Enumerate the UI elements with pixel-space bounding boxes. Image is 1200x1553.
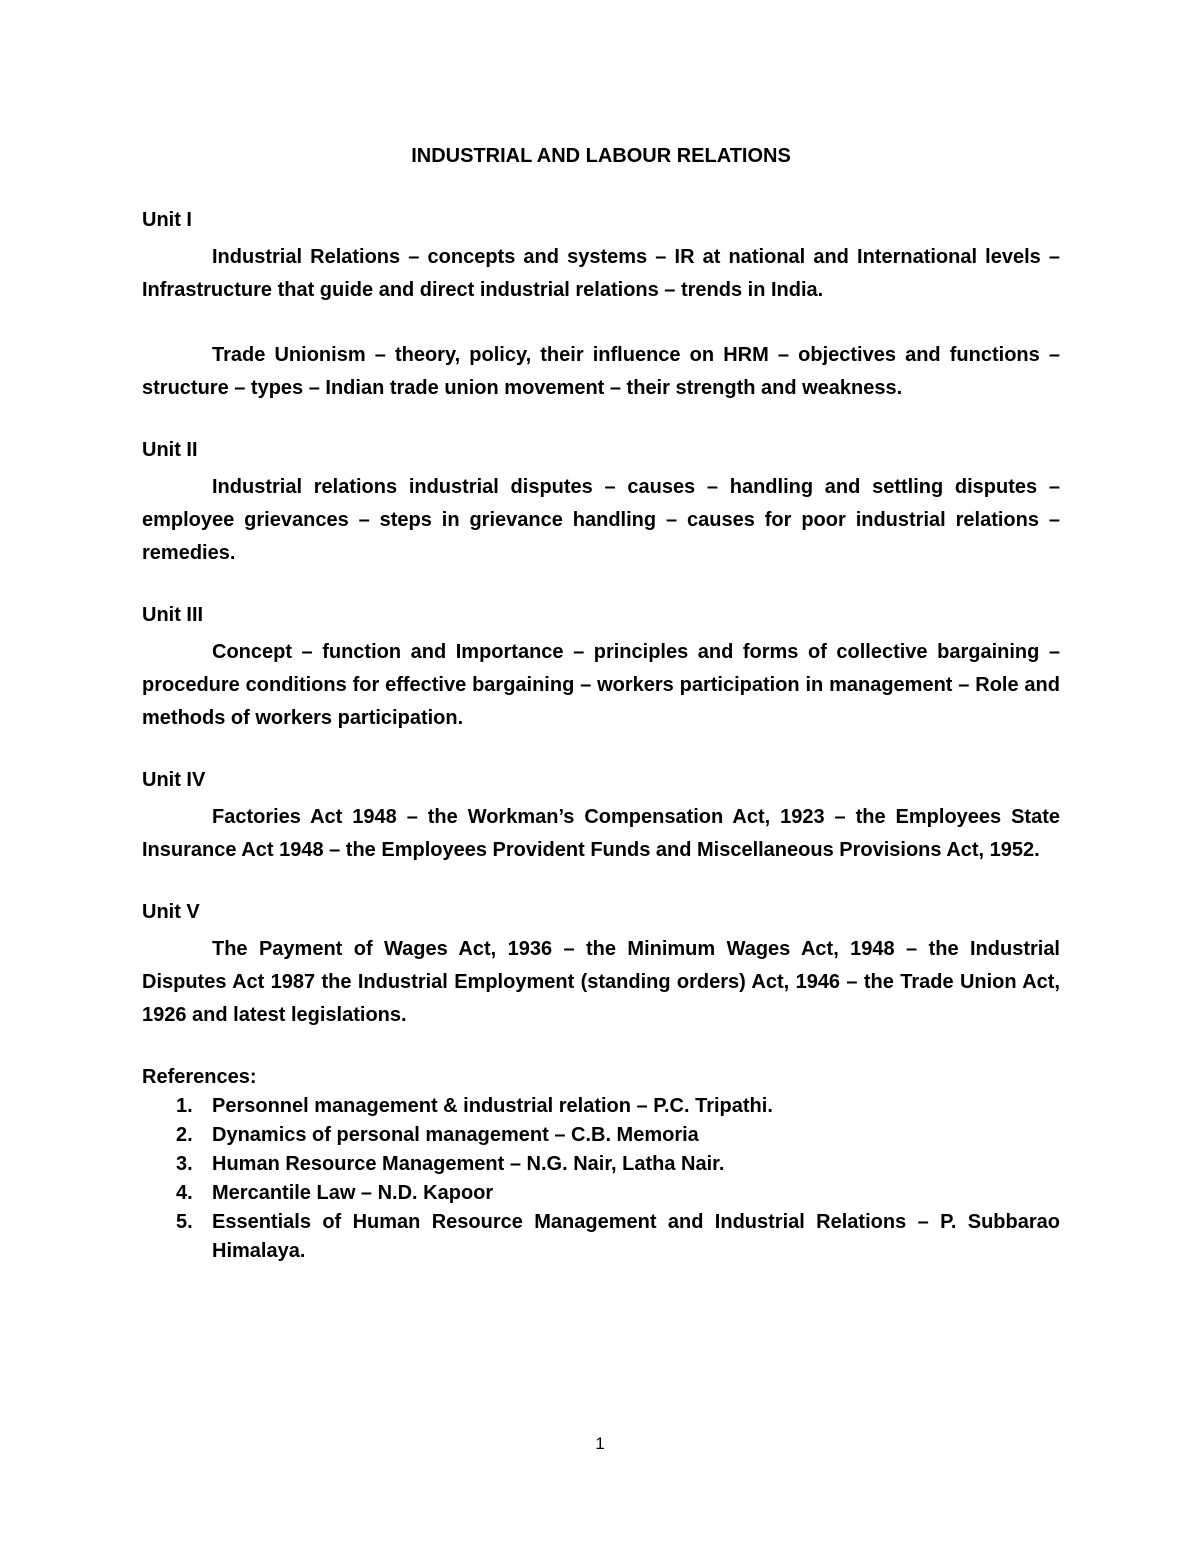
reference-item	[142, 1179, 1060, 1208]
reference-number: 3.	[176, 1153, 193, 1175]
unit-heading: Unit III	[142, 604, 204, 626]
reference-number: 5.	[176, 1211, 193, 1233]
unit-paragraph: Factories Act 1948 – the Workman’s Compensation Act, 1923 – the Employees State Insurance Act 1948 – the Employees Provident Funds and Miscellaneous Provisions Act, 1952.	[142, 806, 1060, 861]
page-number: 1	[595, 1434, 605, 1453]
reference-text: Personnel management & industrial relation – P.C. Tripathi.	[212, 1095, 773, 1117]
unit-paragraph: Industrial Relations – concepts and systems – IR at national and International levels – Infrastructure that guide and direct industrial relations – trends in India.	[142, 246, 1060, 301]
reference-item	[142, 1092, 1060, 1121]
unit-2-section	[142, 437, 1060, 570]
unit-1-section	[142, 207, 1060, 405]
reference-item	[142, 1150, 1060, 1179]
document-title: INDUSTRIAL AND LABOUR RELATIONS	[411, 145, 791, 167]
reference-number: 4.	[176, 1182, 193, 1204]
references-list	[142, 1092, 1060, 1266]
references-section	[142, 1064, 1060, 1266]
document-body	[142, 143, 1060, 1266]
reference-text: Mercantile Law – N.D. Kapoor	[212, 1182, 494, 1204]
references-heading: References:	[142, 1066, 257, 1088]
unit-4-section	[142, 767, 1060, 867]
reference-text: Human Resource Management – N.G. Nair, Latha Nair.	[212, 1153, 725, 1175]
unit-5-section	[142, 899, 1060, 1032]
unit-heading: Unit I	[142, 209, 192, 231]
reference-number: 1.	[176, 1095, 193, 1117]
unit-paragraph: Industrial relations industrial disputes – causes – handling and settling disputes – employee grievances – steps in grievance handling – causes for poor industrial relations – remedies.	[142, 476, 1060, 564]
unit-3-section	[142, 602, 1060, 735]
reference-item	[142, 1121, 1060, 1150]
unit-heading: Unit IV	[142, 769, 206, 791]
unit-heading: Unit II	[142, 439, 198, 461]
reference-text: Essentials of Human Resource Management and Industrial Relations – P. Subbarao Himalaya.	[212, 1211, 1060, 1262]
reference-text: Dynamics of personal management – C.B. Memoria	[212, 1124, 699, 1146]
unit-paragraph: Trade Unionism – theory, policy, their influence on HRM – objectives and functions – structure – types – Indian trade union movement – their strength and weakness.	[142, 344, 1060, 399]
reference-item	[142, 1208, 1060, 1266]
unit-paragraph: The Payment of Wages Act, 1936 – the Minimum Wages Act, 1948 – the Industrial Disputes Act 1987 the Industrial Employment (standing orders) Act, 1946 – the Trade Union Act, 1926 and latest legislations.	[142, 938, 1060, 1026]
unit-heading: Unit V	[142, 901, 200, 923]
reference-number: 2.	[176, 1124, 193, 1146]
unit-paragraph: Concept – function and Importance – principles and forms of collective bargaining – procedure conditions for effective bargaining – workers participation in management – Role and methods of workers participation.	[142, 641, 1060, 729]
